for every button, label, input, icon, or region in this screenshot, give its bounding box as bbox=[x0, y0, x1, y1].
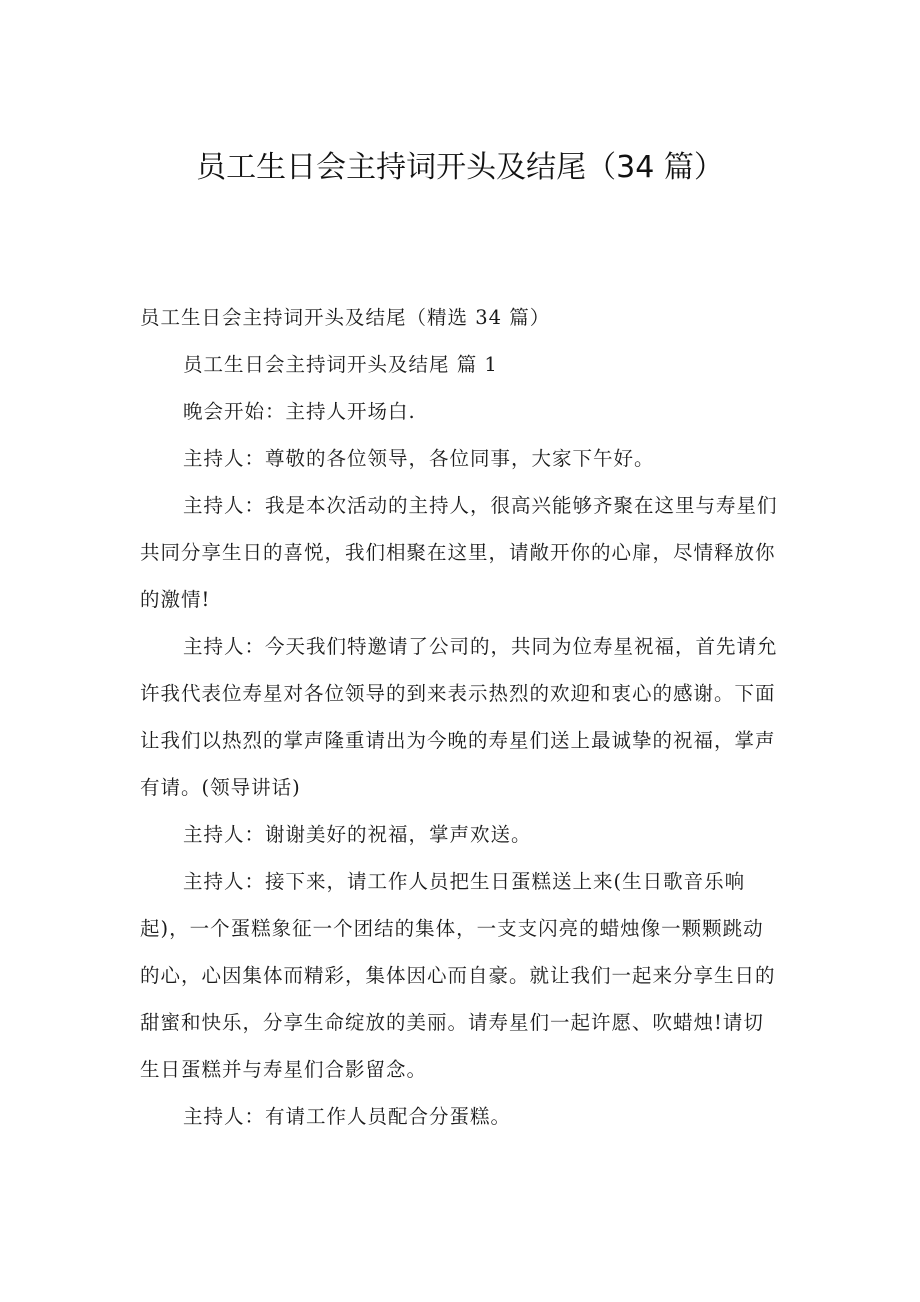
document-body bbox=[140, 294, 782, 1140]
paragraph: 主持人：尊敬的各位领导，各位同事，大家下午好。 bbox=[183, 447, 655, 470]
paragraph: 主持人：有请工作人员配合分蛋糕。 bbox=[183, 1105, 512, 1128]
paragraph: 主持人：我是本次活动的主持人，很高兴能够齐聚在这里与寿星们共同分享生日的喜悦，我们相聚在这里，请敞开你的心扉，尽情释放你的激情! bbox=[140, 494, 778, 611]
paragraph: 主持人：接下来，请工作人员把生日蛋糕送上来(生日歌音乐响起)，一个蛋糕象征一个团结的集体，一支支闪亮的蜡烛像一颗颗跳动的心，心因集体而精彩，集体因心而自豪。就让我们一起来分享生日的甜蜜和快乐，分享生命绽放的美丽。请寿星们一起许愿、吹蜡烛!请切生日蛋糕并与寿星们合影留念。 bbox=[140, 870, 776, 1081]
paragraph-subtitle: 员工生日会主持词开头及结尾（精选 34 篇） bbox=[140, 306, 551, 329]
document-title: 员工生日会主持词开头及结尾（34 篇） bbox=[196, 150, 724, 185]
paragraph-section-heading: 员工生日会主持词开头及结尾 篇 1 bbox=[183, 353, 498, 376]
paragraph: 主持人：今天我们特邀请了公司的，共同为位寿星祝福，首先请允许我代表位寿星对各位领导的到来表示热烈的欢迎和衷心的感谢。下面让我们以热烈的掌声隆重请出为今晚的寿星们送上最诚挚的祝福，掌声有请。(领导讲话) bbox=[140, 635, 778, 799]
paragraph: 晚会开始：主持人开场白. bbox=[183, 400, 416, 423]
paragraph: 主持人：谢谢美好的祝福，掌声欢送。 bbox=[183, 823, 532, 846]
